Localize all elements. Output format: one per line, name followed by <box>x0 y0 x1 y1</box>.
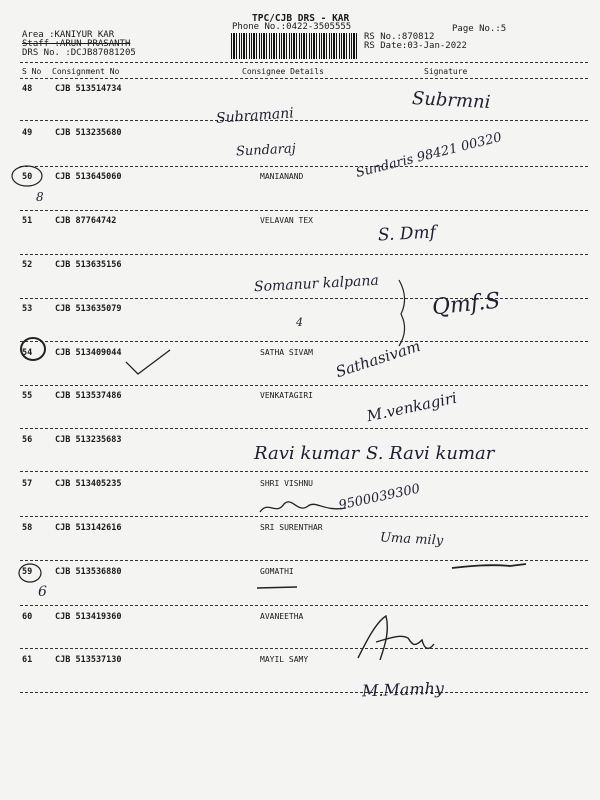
handwritten-name: Ravi kumar <box>254 443 360 464</box>
handwritten-mark: 4 <box>296 316 303 329</box>
handwritten-name: Sundaraj <box>235 141 297 160</box>
row-divider <box>20 341 588 342</box>
row-consignment: CJB 513537486 <box>55 391 122 401</box>
row-divider <box>20 605 588 606</box>
handwritten-name: Somanur kalpana <box>253 272 380 296</box>
row-consignment: CJB 513635156 <box>55 260 122 270</box>
document-title: TPC/CJB DRS - KAR <box>252 13 350 24</box>
staff-label: Staff :ARUN PRASANTH <box>22 39 131 49</box>
row-sno: 56 <box>22 435 33 445</box>
row-divider <box>20 254 588 255</box>
row-consignment: CJB 513235680 <box>55 128 122 138</box>
row-consignment: CJB 513142616 <box>55 523 122 533</box>
row-consignee: SRI SURENTHAR <box>260 523 323 532</box>
row-divider <box>20 210 588 211</box>
column-consignment: Consignment No <box>52 67 120 76</box>
handwritten-name: Subramani <box>215 105 295 127</box>
handwritten-mark: 8 <box>36 190 44 204</box>
area-label: Area :KANIYUR KAR <box>22 30 115 40</box>
handwritten-signature: 9500039300 <box>337 481 422 514</box>
ink-stroke <box>255 584 299 592</box>
row-sno: 51 <box>22 216 33 226</box>
row-consignee: MAYIL SAMY <box>260 655 309 664</box>
row-consignee: MANIANAND <box>260 172 304 181</box>
row-consignee: GOMATHI <box>260 567 294 576</box>
row-sno: 49 <box>22 128 33 138</box>
handwritten-signature: M.Mamhy <box>361 678 445 701</box>
handwritten-signature: Sathasivam <box>333 336 423 382</box>
rs-date: RS Date:03-Jan-2022 <box>364 41 467 51</box>
row-divider <box>20 120 588 121</box>
phone-number: Phone No.:0422-3505555 <box>232 22 352 32</box>
row-sno: 57 <box>22 479 33 489</box>
column-sno: S No <box>22 67 42 76</box>
handwritten-signature: Sundaris 98421 00320 <box>354 130 504 181</box>
signature-scribble <box>356 612 436 664</box>
handwritten-signature: Qmf.S <box>430 288 502 321</box>
handwritten-signature: Subrmni <box>411 87 491 114</box>
row-sno: 58 <box>22 523 33 533</box>
row-sno: 52 <box>22 260 33 270</box>
row-divider <box>20 648 588 649</box>
handwritten-signature: S. Ravi kumar <box>366 443 495 464</box>
row-sno: 54 <box>22 348 33 358</box>
row-divider <box>20 385 588 386</box>
row-consignment: CJB 513405235 <box>55 479 122 489</box>
barcode <box>231 33 359 59</box>
row-divider <box>20 471 588 472</box>
row-sno: 50 <box>22 172 33 182</box>
drs-number: DRS No. :DCJB87081205 <box>22 48 136 58</box>
row-consignee: SHRI VISHNU <box>260 479 313 488</box>
row-divider <box>20 692 588 693</box>
handwritten-mark: 6 <box>38 584 47 600</box>
signature-scribble <box>258 494 348 520</box>
header-divider-top <box>20 62 588 63</box>
row-sno: 48 <box>22 84 33 94</box>
row-consignee: VENKATAGIRI <box>260 391 313 400</box>
row-consignment: CJB 513409044 <box>55 348 122 358</box>
column-consignee: Consignee Details <box>242 67 324 76</box>
check-mark <box>124 348 174 378</box>
handwritten-signature: S. Dmf <box>377 222 437 246</box>
row-consignment: CJB 513635079 <box>55 304 122 314</box>
row-consignee: SATHA SIVAM <box>260 348 313 357</box>
row-divider <box>20 166 588 167</box>
row-sno: 59 <box>22 567 33 577</box>
rs-number: RS No.:870812 <box>364 32 435 42</box>
row-consignment: CJB 513235683 <box>55 435 122 445</box>
row-consignment: CJB 87764742 <box>55 216 117 226</box>
row-sno: 61 <box>22 655 33 665</box>
row-consignee: AVANEETHA <box>260 612 304 621</box>
row-sno: 55 <box>22 391 33 401</box>
row-consignment: CJB 513645060 <box>55 172 122 182</box>
row-consignment: CJB 513514734 <box>55 84 122 94</box>
row-consignment: CJB 513536880 <box>55 567 122 577</box>
header-divider-bottom <box>20 78 588 79</box>
ink-stroke <box>450 558 530 574</box>
row-sno: 53 <box>22 304 33 314</box>
row-sno: 60 <box>22 612 33 622</box>
circle-mark <box>9 164 45 188</box>
circle-mark <box>18 336 48 362</box>
circle-mark <box>16 562 44 584</box>
row-divider <box>20 428 588 429</box>
row-consignee: VELAVAN TEX <box>260 216 313 225</box>
row-consignment: CJB 513537130 <box>55 655 122 665</box>
column-signature: Signature <box>424 67 468 76</box>
page-number: Page No.:5 <box>452 24 507 34</box>
handwritten-signature: M.venkagiri <box>365 388 459 426</box>
handwritten-signature: Uma mily <box>379 530 444 549</box>
row-divider <box>20 298 588 299</box>
row-consignment: CJB 513419360 <box>55 612 122 622</box>
